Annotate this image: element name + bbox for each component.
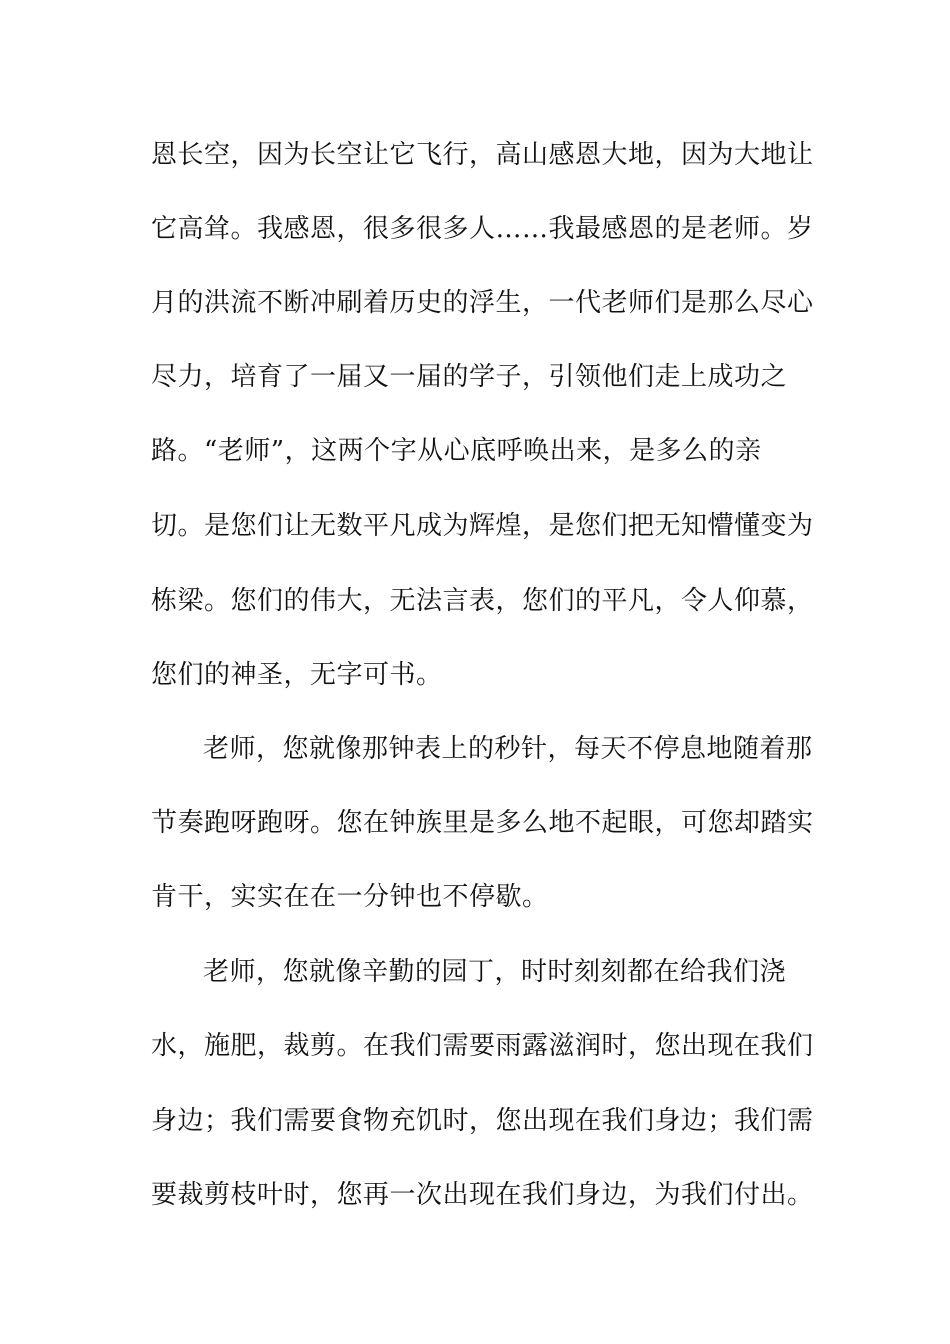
text-line-8: 您们的神圣，无字可书。: [151, 660, 443, 690]
text-line-5: 路。“老师”，这两个字从心底呼唤出来，是多么的亲: [151, 436, 762, 466]
text-line-10: 节奏跑呀跑呀。您在钟族里是多么地不起眼，可您却踏实: [151, 808, 814, 838]
text-line-11: 肯干，实实在在一分钟也不停歇。: [151, 882, 549, 912]
text-line-7: 栋梁。您们的伟大，无法言表，您们的平凡，令人仰慕，: [151, 586, 814, 616]
text-line-12: 老师，您就像辛勤的园丁，时时刻刻都在给我们浇: [203, 957, 787, 987]
text-line-13: 水，施肥，裁剪。在我们需要雨露滋润时，您出现在我们: [151, 1031, 814, 1061]
text-line-1: 恩长空，因为长空让它飞行，高山感恩大地，因为大地让: [151, 140, 814, 170]
text-line-2: 它高耸。我感恩，很多很多人……我最感恩的是老师。岁: [151, 214, 814, 244]
text-line-15: 要裁剪枝叶时，您再一次出现在我们身边，为我们付出。: [151, 1180, 814, 1210]
text-line-14: 身边；我们需要食物充饥时，您出现在我们身边；我们需: [151, 1106, 814, 1136]
text-line-4: 尽力，培育了一届又一届的学子，引领他们走上成功之: [151, 362, 788, 392]
text-line-6: 切。是您们让无数平凡成为辉煌，是您们把无知懵懂变为: [151, 511, 814, 541]
text-line-3: 月的洪流不断冲刷着历史的浮生，一代老师们是那么尽心: [151, 288, 814, 318]
text-line-9: 老师，您就像那钟表上的秒针，每天不停息地随着那: [203, 734, 813, 764]
